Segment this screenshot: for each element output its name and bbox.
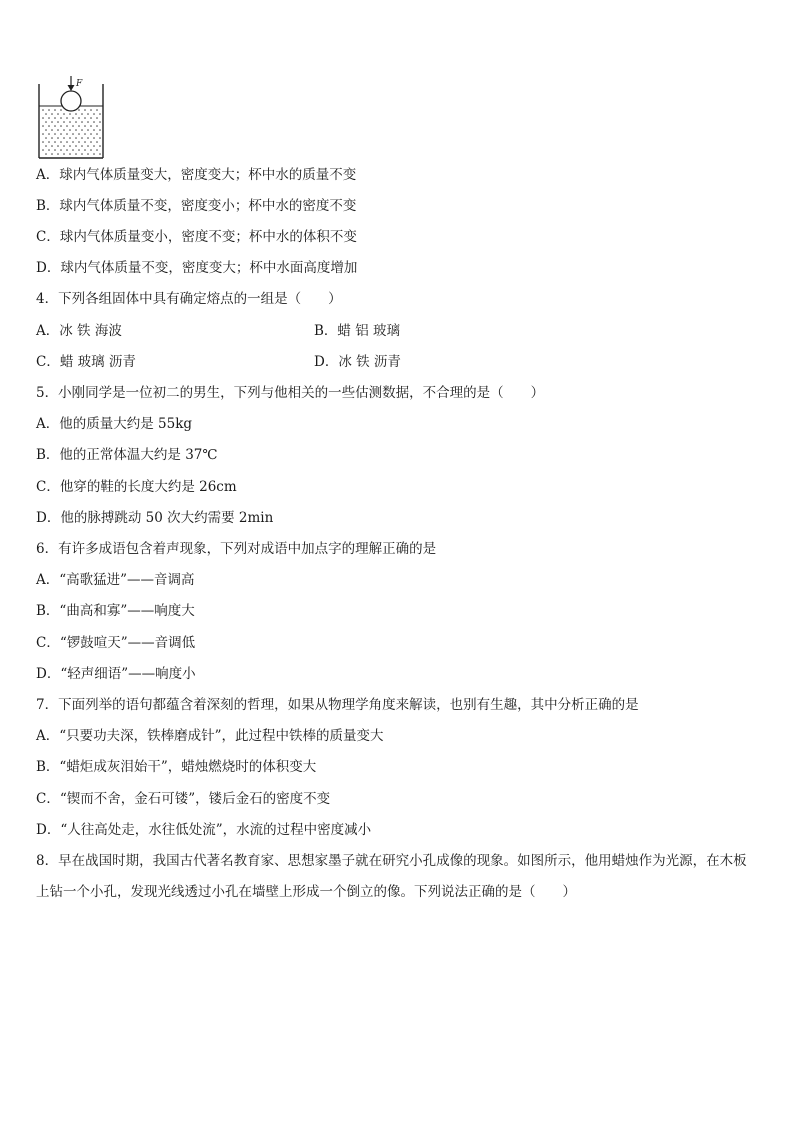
q4-option-c: C．蜡 玻璃 沥青	[36, 354, 136, 370]
ball	[61, 91, 81, 111]
q4-stem: 4．下列各组固体中具有确定熔点的一组是（ ）	[36, 291, 342, 307]
q7-stem: 7．下面列举的语句都蕴含着深刻的哲理，如果从物理学角度来解读，也别有生趣，其中分析正确的是	[36, 697, 639, 713]
q6-option-b: B．“曲高和寡”——响度大	[36, 603, 195, 619]
q3-option-c: C．球内气体质量变小，密度不变；杯中水的体积不变	[36, 229, 357, 245]
q8-stem: 8．早在战国时期，我国古代著名教育家、思想家墨子就在研究小孔成像的现象。如图所示，他用蜡烛作为光源，在木板上钻一个小孔，发现光线透过小孔在墙壁上形成一个倒立的像。下列说法正确的是（ ）	[36, 853, 747, 900]
q5-option-c: C．他穿的鞋的长度大约是 26cm	[36, 479, 237, 495]
ball-in-water-figure	[36, 74, 106, 160]
q6-option-a: A．“高歌猛进”——音调高	[36, 572, 195, 588]
q4-option-b: B．蜡 铝 玻璃	[314, 323, 401, 339]
q6-stem: 6．有许多成语包含着声现象，下列对成语中加点字的理解正确的是	[36, 541, 437, 557]
q5-option-a: A．他的质量大约是 55kg	[36, 416, 193, 432]
q6-option-d: D．“轻声细语”——响度小	[36, 666, 196, 682]
force-label: F	[76, 79, 83, 89]
q5-stem: 5．小刚同学是一位初二的男生，下列与他相关的一些估测数据，不合理的是（ ）	[36, 385, 545, 401]
q5-option-b: B．他的正常体温大约是 37℃	[36, 447, 218, 463]
q5-option-d: D．他的脉搏跳动 50 次大约需要 2min	[36, 510, 274, 526]
q3-option-d: D．球内气体质量不变，密度变大；杯中水面高度增加	[36, 260, 358, 276]
q7-option-b: B．“蜡炬成灰泪始干”，蜡烛燃烧时的体积变大	[36, 759, 317, 775]
q7-option-a: A．“只要功夫深，铁棒磨成针”，此过程中铁棒的质量变大	[36, 728, 384, 744]
q7-option-d: D．“人往高处走，水往低处流”，水流的过程中密度减小	[36, 822, 372, 838]
q6-option-c: C．“锣鼓喧天”——音调低	[36, 635, 196, 651]
q4-option-a: A．冰 铁 海波	[36, 323, 122, 339]
force-arrowhead	[68, 85, 75, 91]
q4-option-d: D．冰 铁 沥青	[314, 354, 401, 370]
water-dots	[42, 109, 101, 155]
q7-option-c: C．“锲而不舍，金石可镂”，镂后金石的密度不变	[36, 791, 331, 807]
q3-option-a: A．球内气体质量变大，密度变大；杯中水的质量不变	[36, 167, 357, 183]
q3-option-b: B．球内气体质量不变，密度变小；杯中水的密度不变	[36, 198, 357, 214]
